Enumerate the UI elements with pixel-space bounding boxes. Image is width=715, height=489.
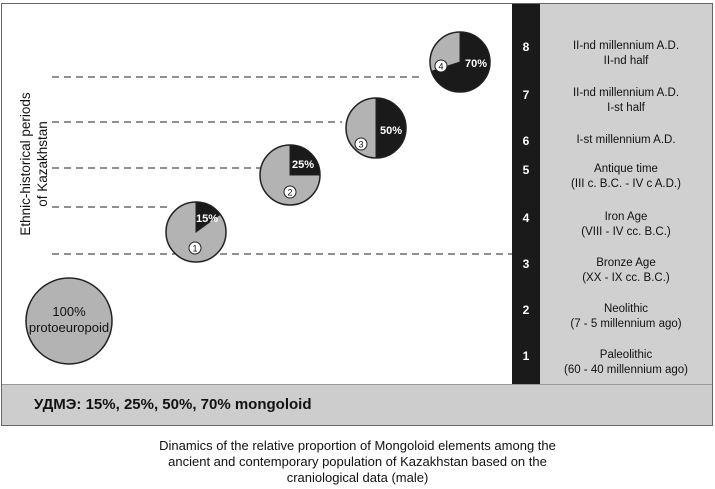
y-axis-label-line1: Ethnic-historical periods (18, 92, 33, 236)
period-item (540, 39, 712, 69)
period-item (540, 133, 712, 148)
plot-area (2, 4, 512, 384)
period-title: II-nd millennium A.D. (572, 87, 680, 99)
period-item (540, 86, 712, 116)
period-number: 6 (522, 134, 530, 148)
pie-marker-number: 3 (358, 139, 364, 150)
period-number: 2 (522, 303, 530, 317)
period-item (540, 256, 712, 286)
period-subtitle: (7 - 5 millennium ago) (570, 318, 682, 330)
caption-line: craniological data (male) (286, 470, 429, 485)
period-subtitle: (XX - IX cc. B.C.) (582, 272, 670, 284)
period-number: 7 (522, 88, 530, 102)
period-number-bar (512, 4, 540, 384)
pie-percent-label: 70% (464, 58, 488, 70)
caption-line: ancient and contemporary population of Kazakhstan based on the (168, 454, 547, 469)
period-title: Paleolithic (599, 349, 653, 361)
period-item (540, 302, 712, 332)
y-axis-label (17, 49, 51, 279)
protoeuropoid-label: protoeuropoid (28, 320, 110, 335)
period-item (540, 348, 712, 378)
pie-marker-number: 2 (287, 187, 293, 198)
period-subtitle: I-st half (607, 102, 645, 114)
pie-percent-label: 50% (379, 125, 403, 137)
y-axis (7, 4, 61, 384)
period-title: Iron Age (604, 211, 648, 223)
summary-band (2, 384, 712, 425)
period-subtitle: (60 - 40 millennium ago) (563, 364, 688, 376)
diagram-frame (1, 3, 713, 426)
period-title: Bronze Age (596, 257, 656, 269)
period-number: 3 (522, 257, 530, 271)
period-subtitle: (VIII - IV cc. B.C.) (581, 226, 671, 238)
period-item (540, 162, 712, 192)
summary-text: УДМЭ: 15%, 25%, 50%, 70% mongoloid (34, 396, 312, 413)
period-subtitle: (III c. B.C. - IV c A.D.) (571, 178, 681, 190)
period-list (540, 4, 712, 384)
pie-marker-number: 1 (192, 243, 198, 254)
period-number: 5 (522, 163, 530, 177)
period-item (540, 210, 712, 240)
period-title: I-st millennium A.D. (576, 134, 676, 146)
period-number: 8 (522, 40, 530, 54)
pie-marker-number: 4 (438, 61, 444, 72)
period-number: 4 (522, 211, 530, 225)
period-subtitle: II-nd half (603, 55, 649, 67)
y-axis-label-line2: of Kazakhstan (35, 121, 50, 207)
figure-caption (0, 438, 715, 486)
caption-line: Dinamics of the relative proportion of Mongoloid elements among the (159, 438, 556, 453)
pie-percent-label: 25% (291, 159, 315, 171)
period-title: II-nd millennium A.D. (572, 40, 680, 52)
pie-percent-label: 15% (195, 213, 219, 225)
period-title: Neolithic (603, 303, 649, 315)
pie-chart (2, 4, 512, 384)
period-title: Antique time (594, 163, 658, 175)
protoeuropoid-percent-label: 100% (52, 304, 86, 319)
period-number: 1 (522, 349, 530, 363)
